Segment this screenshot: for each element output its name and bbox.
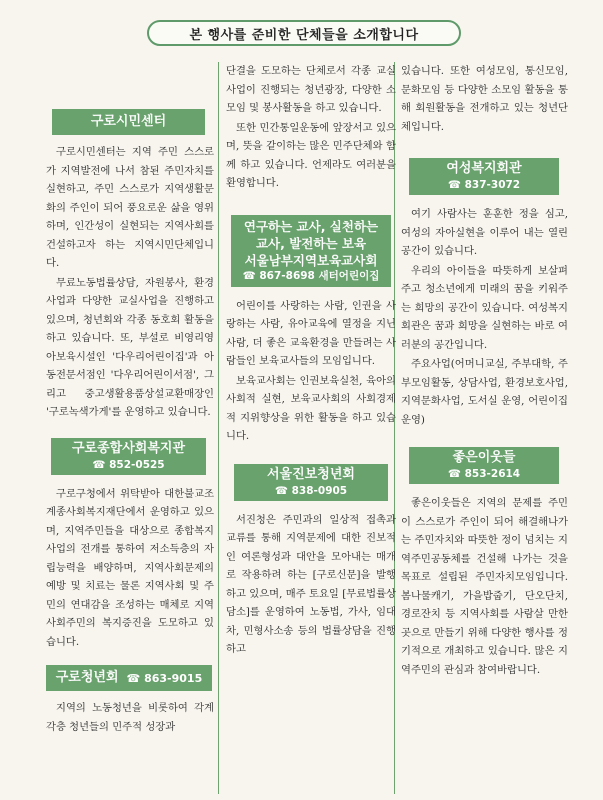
column-2 <box>226 62 396 659</box>
org-name-line: 교사, 발전하는 보육 <box>255 235 367 251</box>
paragraph: 좋은이웃들은 지역의 문제를 주민이 스스로가 주인이 되어 해결해나가는 주민자치와 따뜻한 정이 넘치는 지역주민공동체를 건설해 나가는 것을 목표로 설립된 주민자치모임입니다. 봄나물캐기, 가을밥줍기, 단오단치, 경로잔치 등 지역사회를 사람살 만한 곳으로 만들기 위해 다양한 행사를 정기적으로 개최하고 있습니다. 많은 지역주민의 관심과 참여바랍니다. <box>401 497 568 676</box>
org-header-teachers-association <box>231 215 391 287</box>
org-name: 좋은이웃들 <box>452 450 516 465</box>
paragraph: 구로시민센터는 지역 주민 스스로가 지역발전에 나서 참된 주민자치를 실현하고, 주민 스스로가 지역생활문화의 주인이 되어 풍요로운 삶을 영위하며, 인간성이 실현되는 지역사회를 건설하고자 하는 지역시민단체입니다. <box>46 146 214 269</box>
org-phone: ☎ 853-2614 <box>447 468 521 480</box>
org-phone: ☎ 852-0525 <box>92 458 165 471</box>
org-header-guro-civic-center <box>52 109 205 135</box>
paragraph: 보육교사회는 인권보육실천, 육아의 사회적 실현, 보육교사회의 사회경제적 지위향상을 위한 활동을 하고 있습니다. <box>226 374 396 442</box>
org-name: 구로종합사회복지관 <box>71 440 186 456</box>
org-header-womens-welfare-center <box>409 158 559 195</box>
paragraph: 있습니다. 또한 여성모임, 통신모임, 문화모임 등 다양한 소모임 활동을 통해 회원활동을 전개하고 있는 청년단체입니다. <box>401 65 568 133</box>
column-divider <box>218 62 219 794</box>
org-name: 구로시민센터 <box>90 114 167 129</box>
paragraph: 여기 사람사는 훈훈한 정을 심고, 여성의 자아실현을 이루어 내는 열린 공간이 있습니다. <box>401 208 568 257</box>
paragraph: 또한 민간통일운동에 앞장서고 있으며, 뜻을 같이하는 많은 민주단체와 함께 하고 있습니다. 언제라도 여러분을 환영합니다. <box>226 121 396 189</box>
org-name: 여성복지회관 <box>446 161 522 176</box>
paragraph: 서진청은 주민과의 일상적 접촉과 교류를 통해 지역문제에 대한 진보적인 여론형성과 대안을 모아내는 매개로 작용하려 하는 [구로신문]을 발행하고 있으며, 매주 토요일 [무료법률상담소]를 운영하여 노동법, 가사, 임대차, 민형사소송 등의 법률상담을 진행하고 <box>226 513 396 655</box>
column-1 <box>46 62 214 736</box>
org-phone: ☎ 837-3072 <box>447 179 521 191</box>
paragraph: 주요사업(어머니교실, 주부대학, 주부모임활동, 상담사업, 환경보호사업, 지역문화사업, 도서실 운영, 어린이집 운영) <box>401 358 568 426</box>
page-banner: 본 행사를 준비한 단체들을 소개합니다 <box>147 20 461 46</box>
org-name-line: 서울남부지역보육교사회 <box>244 252 378 268</box>
org-name-line: 연구하는 교사, 실천하는 <box>243 218 379 234</box>
org-header-guro-welfare-center <box>51 438 206 475</box>
org-header-seoul-progressive-youth <box>234 464 388 501</box>
column-3 <box>401 62 568 679</box>
paragraph: 어린이를 사랑하는 사람, 인권을 사랑하는 사람, 유아교육에 열정을 지닌 사람, 더 좋은 교육환경을 만들려는 사람들인 보육교사들의 모임입니다. <box>226 299 396 367</box>
paragraph: 무료노동법률상담, 자원봉사, 환경사업과 다양한 교실사업을 진행하고 있으며, 청년회와 각종 동호회 활동을 하고 있습니다. 또, 부설로 비영리영아보육시설인 '다우리어린이집'과 아동전문서점인 '다우리어린이서점', 그리고 중고생활용품상설교환매장인 '구로녹색가게'를 운영하고 있습니다. <box>46 276 214 418</box>
org-phone: ☎ 863-9015 <box>126 671 203 685</box>
org-phone: ☎ 867-8698 새터어린이집 <box>242 269 380 282</box>
org-phone: ☎ 838-0905 <box>274 484 348 497</box>
paragraph: 단결을 도모하는 단체로서 각종 교실사업이 진행되는 청년광장, 다양한 소모임 및 봉사활동을 하고 있습니다. <box>226 65 396 114</box>
paragraph: 우리의 아이들을 따뜻하게 보살펴 주고 청소년에게 미래의 꿈을 키워주는 희망의 공간이 있습니다. 여성복지회관은 꿈과 희망을 실현하는 바로 여러분의 공간입니다. <box>401 264 568 351</box>
org-header-guro-youth <box>46 665 212 691</box>
org-header-good-neighbors <box>409 447 559 484</box>
org-name: 구로청년회 <box>55 670 119 685</box>
paragraph: 구로구청에서 위탁받아 대한불교조계종사회복지재단에서 운영하고 있으며, 지역주민들을 대상으로 종합복지사업의 전개를 통하여 저소득층의 자립능력을 배양하며, 지역사회문제의 예방 및 치료는 물론 지역사회 및 주민의 연대감을 조성하는 매체로 지역사회주민의 복지증진을 도모하고 있습니다. <box>46 487 214 648</box>
paragraph: 지역의 노동청년을 비롯하여 각계각층 청년들의 민주적 성장과 <box>46 702 214 733</box>
org-name: 서울진보청년회 <box>267 466 355 482</box>
